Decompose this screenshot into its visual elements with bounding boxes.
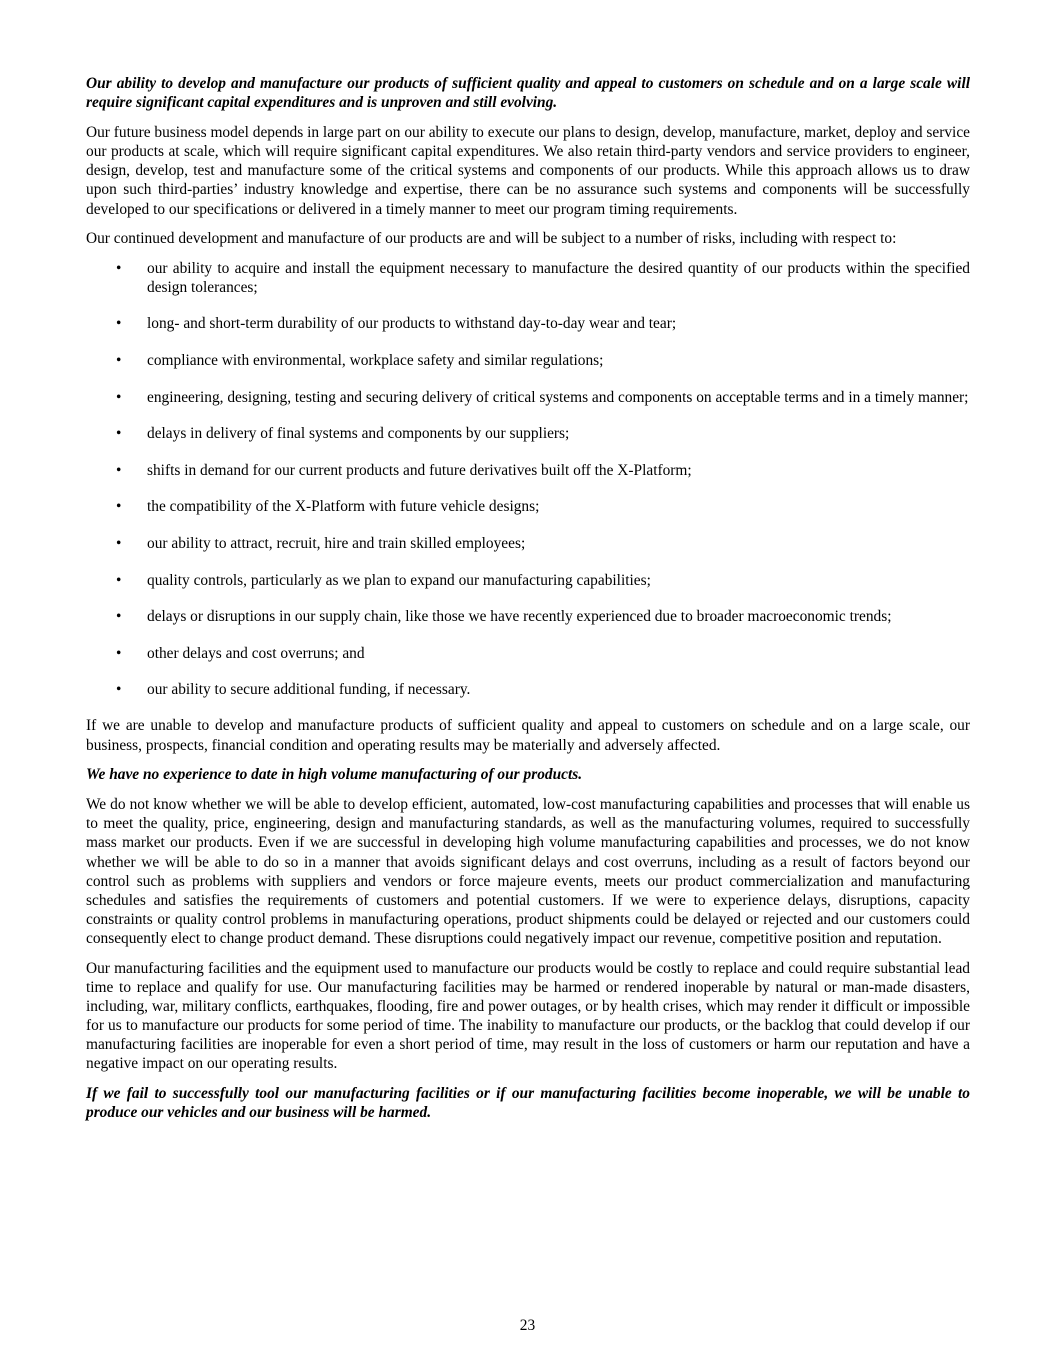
list-item xyxy=(86,314,970,333)
list-item-text: the compatibility of the X-Platform with future vehicle designs; xyxy=(147,498,540,516)
list-item xyxy=(86,259,970,297)
bullet-icon: • xyxy=(116,388,122,406)
risk-heading-tooling-facilities: If we fail to successfully tool our manufacturing facilities or if our manufacturing facilities become inoperable, we will be unable to produce our vehicles and our business will be harmed. xyxy=(86,1084,970,1121)
bullet-icon: • xyxy=(116,681,122,699)
list-item xyxy=(86,497,970,516)
bullet-icon: • xyxy=(116,461,122,479)
bullet-icon: • xyxy=(116,498,122,516)
list-item-text: compliance with environmental, workplace safety and similar regulations; xyxy=(147,352,604,370)
list-item xyxy=(86,461,970,480)
list-item-text: long- and short-term durability of our products to withstand day-to-day wear and tear; xyxy=(147,315,677,333)
bullet-icon: • xyxy=(116,608,122,626)
list-item-text: our ability to acquire and install the equipment necessary to manufacture the desired quantity of our products within the specified design tolerances; xyxy=(147,259,970,296)
list-item-text: other delays and cost overruns; and xyxy=(147,644,365,662)
paragraph-business-model: Our future business model depends in large part on our ability to execute our plans to design, develop, manufacture, market, deploy and service our products at scale, which will require significant capital expenditures. We also retain third-party vendors and service providers to engineer, design, develop, test and manufacture some of the critical systems and components of our products. While this approach allows us to draw upon such third-parties’ industry knowledge and expertise, there can be no assurance such systems and components will be successfully developed to our specifications or delivered in a timely manner to meet our program timing requirements. xyxy=(86,124,970,218)
page-number: 23 xyxy=(519,1317,536,1334)
bullet-icon: • xyxy=(116,644,122,662)
list-item-text: shifts in demand for our current products and future derivatives built off the X-Platform; xyxy=(147,461,692,479)
list-item xyxy=(86,534,970,553)
list-item-text: delays in delivery of final systems and components by our suppliers; xyxy=(147,425,570,443)
paragraph-manufacturing-facilities: Our manufacturing facilities and the equipment used to manufacture our products would be costly to replace and could require substantial lead time to replace and qualify for use. Our manufacturing facilities may be harmed or rendered inoperable by natural or man-made disasters, including, war, military conflicts, earthquakes, flooding, fire and power outages, or by health crises, which may render it difficult or impossible for us to manufacture our products for some period of time. The inability to manufacture our products, or the backlog that could develop if our manufacturing facilities are inoperable for even a short period of time, may result in the loss of customers or harm our reputation and have a negative impact on our operating results. xyxy=(86,959,970,1072)
list-item xyxy=(86,351,970,370)
list-item-text: quality controls, particularly as we plan to expand our manufacturing capabilities; xyxy=(147,571,651,589)
risk-heading-no-experience: We have no experience to date in high volume manufacturing of our products. xyxy=(86,766,583,784)
list-item xyxy=(86,388,970,407)
list-item xyxy=(86,424,970,443)
document-page xyxy=(86,74,970,1133)
list-item-text: our ability to secure additional funding, if necessary. xyxy=(147,681,471,699)
list-item xyxy=(86,644,970,663)
bullet-icon: • xyxy=(116,571,122,589)
list-item xyxy=(86,680,970,699)
list-item xyxy=(86,607,970,626)
bullet-icon: • xyxy=(116,259,122,277)
paragraph-manufacturing-capabilities: We do not know whether we will be able to develop efficient, automated, low-cost manufacturing capabilities and processes that will enable us to meet the quality, price, engineering, design and manufacturing standards, as well as the manufacturing volumes, required to successfully mass market our products. Even if we are successful in developing high volume manufacturing capabilities and processes, we do not know whether we will be able to do so in a manner that avoids significant delays and cost overruns, including as a result of factors beyond our control such as problems with suppliers and vendors or force majeure events, meets our product commercialization and manufacturing schedules and satisfies the requirements of customers and potential customers. If we were to experience delays, disruptions, capacity constraints or quality control problems in manufacturing operations, product shipments could be delayed or rejected and our customers could consequently elect to change product demand. These disruptions could negatively impact our revenue, competitive position and reputation. xyxy=(86,796,970,947)
risk-heading-capital-expenditures: Our ability to develop and manufacture our products of sufficient quality and appeal to customers on schedule and on a large scale will require significant capital expenditures and is unproven and still evolving. xyxy=(86,75,970,112)
bullet-icon: • xyxy=(116,535,122,552)
bullet-icon: • xyxy=(116,425,122,443)
paragraph-development-risks-intro: Our continued development and manufacture of our products are and will be subject to a number of risks, including with respect to: xyxy=(86,230,897,248)
list-item-text: engineering, designing, testing and securing delivery of critical systems and components on acceptable terms and in a timely manner; xyxy=(147,388,969,406)
list-item-text: our ability to attract, recruit, hire and train skilled employees; xyxy=(147,535,526,552)
list-item-text: delays or disruptions in our supply chain, like those we have recently experienced due to broader macroeconomic trends; xyxy=(147,608,892,626)
list-item xyxy=(86,571,970,590)
paragraph-adverse-effect: If we are unable to develop and manufacture products of sufficient quality and appeal to customers on schedule and on a large scale, our business, prospects, financial condition and operating results may be materially and adversely affected. xyxy=(86,717,970,754)
bullet-icon: • xyxy=(116,352,122,370)
bullet-icon: • xyxy=(116,315,122,333)
risk-bullet-list xyxy=(86,259,970,700)
